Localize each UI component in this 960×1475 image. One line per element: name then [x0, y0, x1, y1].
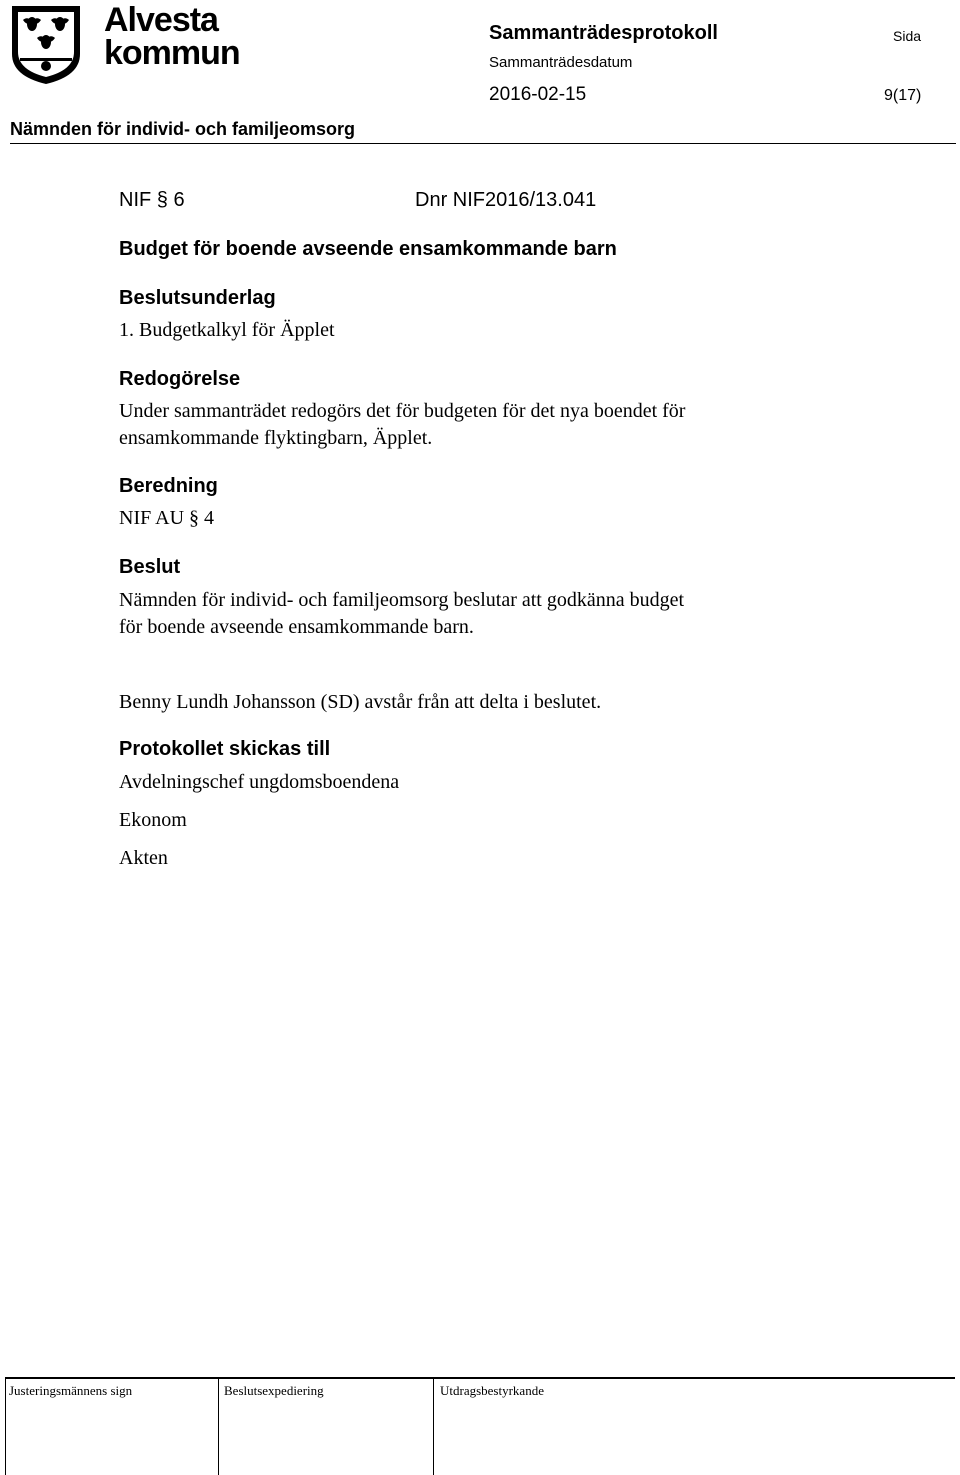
page-number: 9(17) — [884, 87, 922, 104]
logo-line-1: Alvesta — [104, 1, 218, 39]
alvesta-logo — [10, 1, 240, 88]
recipient-item: Akten — [119, 847, 168, 869]
paragraph-number: NIF § 6 — [119, 189, 185, 211]
section-heading-beredning: Beredning — [119, 475, 218, 497]
logo-line-2: kommun — [104, 34, 240, 72]
page-label: Sida — [893, 28, 922, 44]
footer-divider — [5, 1377, 955, 1379]
attachment-item: 1. Budgetkalkyl för Äpplet — [119, 319, 335, 341]
case-title: Budget för boende avseende ensamkommande barn — [119, 238, 617, 260]
document-title: Sammanträdesprotokoll — [489, 22, 718, 44]
footer-column-border — [433, 1377, 434, 1475]
section-heading-redogorelse: Redogörelse — [119, 368, 241, 390]
footer-label-utdrag: Utdragsbestyrkande — [440, 1383, 544, 1398]
date-label: Sammanträdesdatum — [489, 54, 633, 71]
redogorelse-line-2: ensamkommande flyktingbarn, Äpplet. — [119, 427, 433, 449]
section-heading-protokollet: Protokollet skickas till — [119, 738, 331, 760]
beslut-line-1: Nämnden för individ- och familjeomsorg beslutar att godkänna budget — [119, 589, 685, 611]
header-divider — [10, 143, 956, 144]
coat-of-arms-icon — [10, 4, 82, 86]
footer-label-expediering: Beslutsexpediering — [224, 1383, 324, 1398]
footer-column-border — [5, 1377, 6, 1475]
recipient-item: Ekonom — [119, 809, 187, 831]
logo-wordmark — [104, 1, 240, 72]
section-heading-beslut: Beslut — [119, 556, 181, 578]
organization-name: Nämnden för individ- och familjeomsorg — [10, 119, 356, 139]
recipient-item: Avdelningschef ungdomsboendena — [119, 771, 400, 793]
section-heading-beslutsunderlag: Beslutsunderlag — [119, 287, 276, 309]
footer-label-justering: Justeringsmännens sign — [9, 1383, 133, 1398]
redogorelse-line-1: Under sammanträdet redogörs det för budgeten för det nya boendet för — [119, 400, 686, 422]
meeting-date: 2016-02-15 — [489, 84, 587, 105]
beslut-note: Benny Lundh Johansson (SD) avstår från att delta i beslutet. — [119, 691, 602, 713]
case-dnr: Dnr NIF2016/13.041 — [415, 189, 597, 211]
footer-column-border — [218, 1377, 219, 1475]
beslut-line-2: för boende avseende ensamkommande barn. — [119, 616, 474, 638]
beredning-text: NIF AU § 4 — [119, 507, 215, 529]
